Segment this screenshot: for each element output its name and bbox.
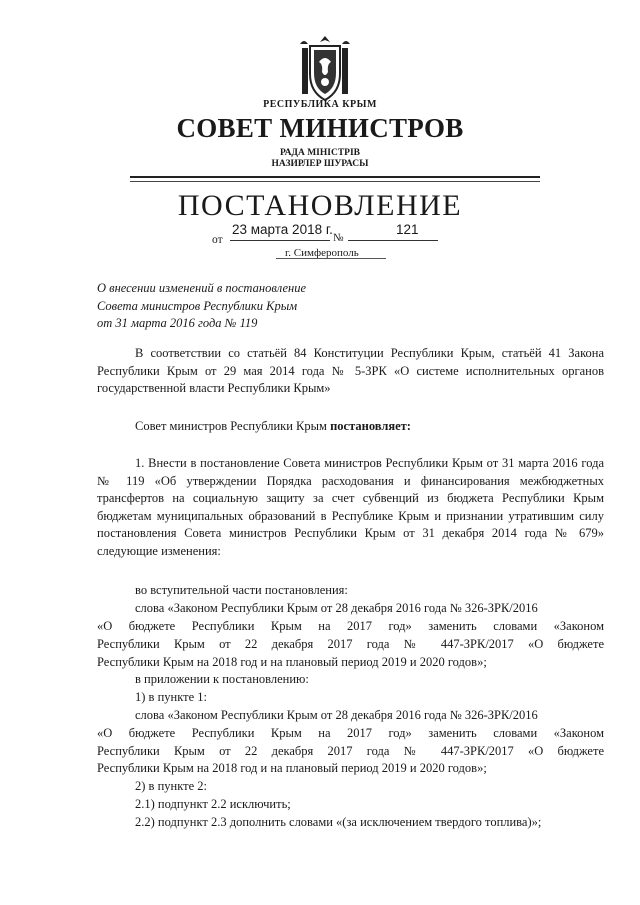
council-title: СОВЕТ МИНИСТРОВ bbox=[176, 113, 464, 143]
document-number: 121 bbox=[396, 222, 419, 237]
body-line: слова «Законом Республики Крым от 28 декабря 2016 года № 326-ЗРК/2016 bbox=[135, 601, 538, 615]
header-rule-thin bbox=[130, 181, 540, 182]
body-line: «О бюджете Республики Крым на 2017 год» заменить словами «Законом bbox=[97, 619, 604, 633]
document-type: ПОСТАНОВЛЕНИЕ bbox=[177, 189, 463, 222]
body-line: 2) в пункте 2: bbox=[135, 779, 207, 793]
resolution-title bbox=[97, 280, 306, 333]
body-line: во вступительной части постановления: bbox=[135, 583, 348, 597]
council-title-crimean-tatar: НАЗИРЛЕР ШУРАСЫ bbox=[271, 159, 369, 169]
city: г. Симферополь bbox=[285, 247, 359, 259]
title-line: от 31 марта 2016 года № 119 bbox=[97, 316, 258, 330]
resolves-keyword: постановляет: bbox=[330, 419, 411, 433]
number-label: № bbox=[333, 232, 344, 244]
date-prefix: от bbox=[212, 234, 223, 246]
body-line: 2.2) подпункт 2.3 дополнить словами «(за исключением твердого топлива)»; bbox=[135, 815, 542, 829]
title-line: О внесении изменений в постановление bbox=[97, 281, 307, 295]
coat-of-arms-emblem bbox=[294, 34, 356, 104]
title-line: Совета министров Республики Крым bbox=[97, 298, 298, 313]
item-1-paragraph: 1. Внести в постановление Совета министров Республики Крым от 31 марта 2016 года № 119 «Об утверждении Порядка расходования и финансирования межбюджетных трансфертов на социальную защиту за счет субвенций из бюджета Республики Крым бюджетам муниципальных образований в Республике Крым и признании утратившим силу постановления Совета министров Республики Крым от 31 декабря 2014 года № 679» следующие изменения: bbox=[97, 456, 604, 558]
body-line: Республики Крым от 22 декабря 2017 года № 447-ЗРК/2017 «О бюджете bbox=[97, 637, 604, 651]
body-line: Республики Крым от 22 декабря 2017 года № 447-ЗРК/2017 «О бюджете bbox=[97, 744, 604, 758]
republic-label: РЕСПУБЛИКА КРЫМ bbox=[263, 99, 377, 110]
number-underline bbox=[348, 240, 438, 241]
body-line: в приложении к постановлению: bbox=[135, 672, 309, 686]
city-underline bbox=[276, 258, 386, 259]
document-date: 23 марта 2018 г. bbox=[232, 222, 333, 237]
body-line: 2.1) подпункт 2.2 исключить; bbox=[135, 797, 291, 811]
resolves-paragraph bbox=[97, 418, 604, 436]
body-line: Республики Крым на 2018 год и на плановый период 2019 и 2020 годов»; bbox=[97, 761, 487, 775]
intro-paragraph: В соответствии со статьёй 84 Конституции Республики Крым, статьёй 41 Закона Республики Крым от 29 мая 2014 года № 5-ЗРК «О системе исполнительных органов государственной власти Республики Крым» bbox=[97, 346, 604, 395]
body-line: Республики Крым на 2018 год и на плановый период 2019 и 2020 годов»; bbox=[97, 655, 487, 669]
body-line: слова «Законом Республики Крым от 28 декабря 2016 года № 326-ЗРК/2016 bbox=[135, 708, 538, 722]
body-line: «О бюджете Республики Крым на 2017 год» заменить словами «Законом bbox=[97, 726, 604, 740]
header-rule bbox=[130, 176, 540, 178]
body-line: 1) в пункте 1: bbox=[135, 690, 207, 704]
resolves-text: Совет министров Республики Крым bbox=[135, 419, 331, 433]
date-underline bbox=[230, 240, 330, 241]
council-title-ukrainian: РАДА МІНІСТРІВ bbox=[279, 148, 360, 158]
